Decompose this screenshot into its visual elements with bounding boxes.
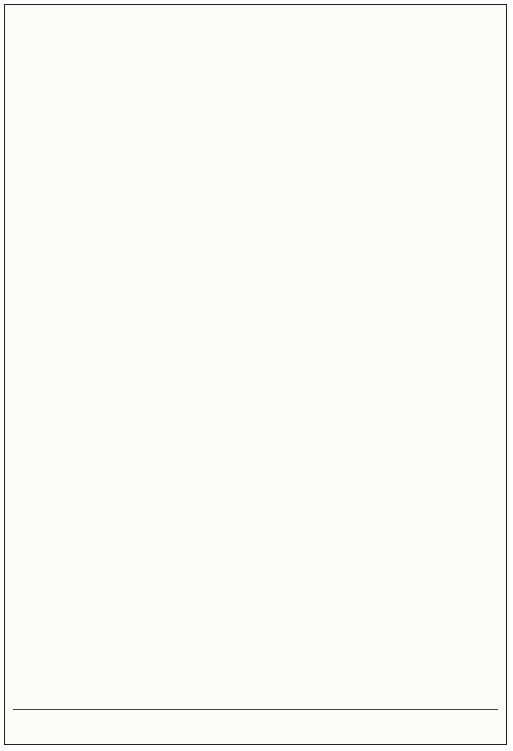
legal-notice [4, 4, 507, 745]
notice-body [13, 11, 498, 704]
notice-footer [13, 714, 498, 736]
footer-divider [13, 709, 498, 710]
